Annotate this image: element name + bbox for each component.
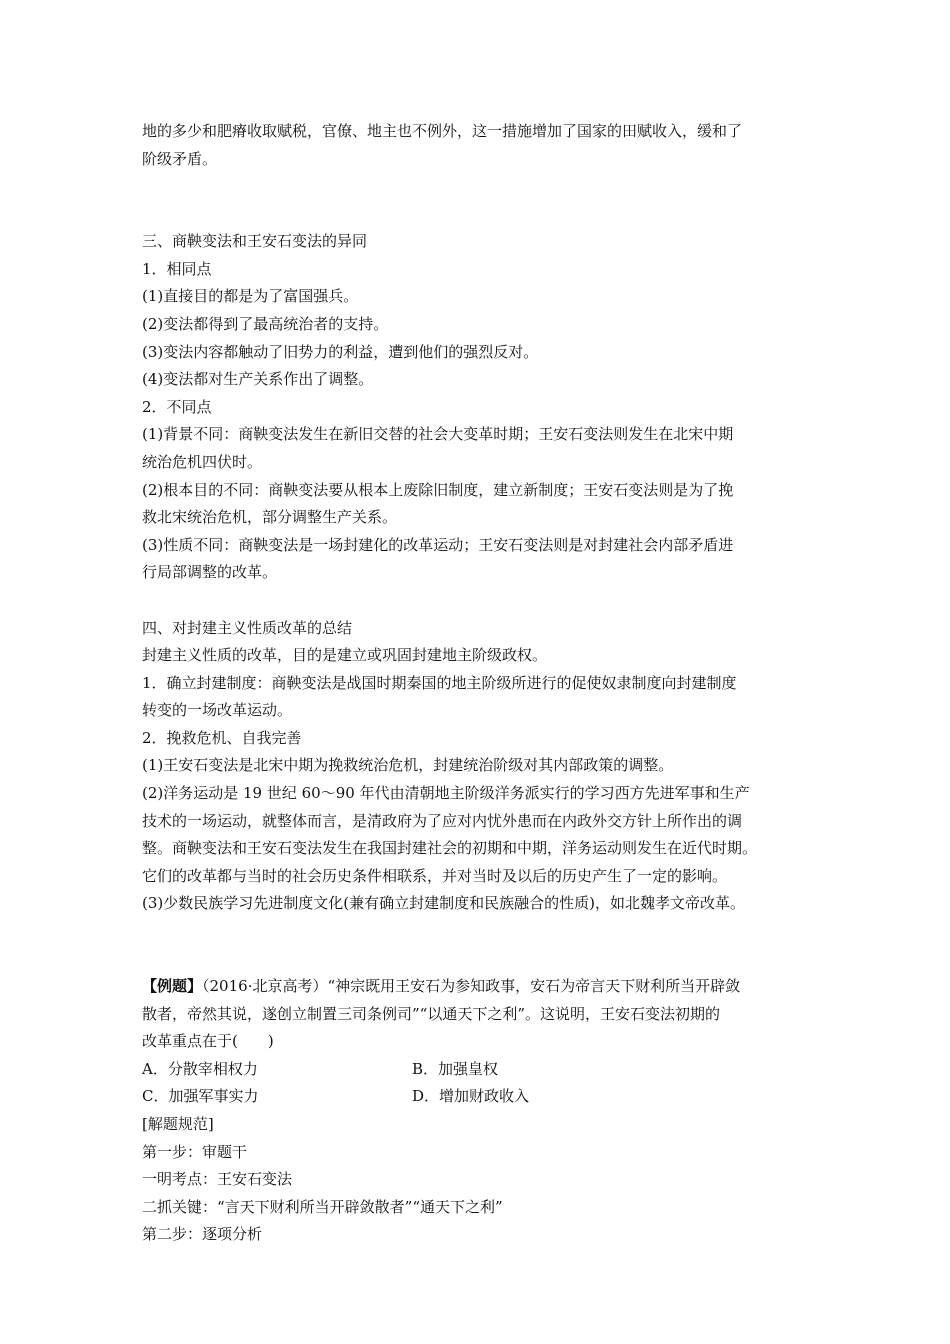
section4-line: 整。商鞅变法和王安石变法发生在我国封建社会的初期和中期，洋务运动则发生在近代时期。	[142, 839, 758, 858]
section4-line: (3)少数民族学习先进制度文化(兼有确立封建制度和民族融合的性质)，如北魏孝文帝改革。	[142, 894, 745, 913]
solution-step: 第一步：审题干	[142, 1142, 248, 1161]
section4-line: 封建主义性质的改革，目的是建立或巩固封建地主阶级政权。	[142, 646, 548, 665]
similar-title: 1．相同点	[142, 259, 212, 278]
similar-item: (1)直接目的都是为了富国强兵。	[142, 287, 359, 306]
different-line: (3)性质不同：商鞅变法是一场封建化的改革运动；王安石变法则是对封建社会内部矛盾进	[142, 535, 734, 554]
section4-line: 技术的一场运动，就整体而言，是清政府为了应对内忧外患而在内政外交方针上所作出的调	[142, 811, 743, 830]
example-line: 改革重点在于( )	[142, 1032, 274, 1051]
paragraph-gap	[142, 173, 822, 228]
intro-line: 地的多少和肥瘠收取赋税，官僚、地主也不例外，这一措施增加了国家的田赋收入，缓和了	[142, 122, 743, 140]
document-content	[142, 118, 822, 1249]
section3-title: 三、商鞅变法和王安石变法的异同	[142, 232, 368, 251]
option-d: D．增加财政收入	[412, 1087, 530, 1106]
options-row	[142, 1056, 822, 1084]
section4-line: (1)王安石变法是北宋中期为挽救统治危机，封建统治阶级对其内部政策的调整。	[142, 756, 674, 775]
intro-line: 阶级矛盾。	[142, 149, 218, 168]
section4-line: 它们的改革都与当时的社会历史条件相联系，并对当时及以后的历史产生了一定的影响。	[142, 866, 728, 885]
different-line: (1)背景不同：商鞅变法发生在新旧交替的社会大变革时期；王安石变法则发生在北宋中期	[142, 425, 734, 444]
section4-line: (2)洋务运动是 19 世纪 60～90 年代由清朝地主阶级洋务派实行的学习西方先进军事和生产	[142, 784, 750, 803]
section4-title: 四、对封建主义性质改革的总结	[142, 618, 353, 637]
example-text: （2016·北京高考）“神宗既用王安石为参知政事，安石为帝言天下财利所当开辟敛	[202, 977, 741, 996]
section4-line: 1．确立封建制度：商鞅变法是战国时期秦国的地主阶级所进行的促使奴隶制度向封建制度	[142, 673, 737, 692]
example-line	[142, 973, 822, 1001]
solution-step: 第二步：逐项分析	[142, 1225, 263, 1244]
options-row	[142, 1083, 822, 1111]
different-line: 救北宋统治危机，部分调整生产关系。	[142, 508, 398, 527]
section4-line: 转变的一场改革运动。	[142, 701, 293, 720]
example-label: 【例题】	[142, 977, 203, 996]
different-line: (2)根本目的不同：商鞅变法要从根本上废除旧制度，建立新制度；王安石变法则是为了挽	[142, 480, 734, 499]
different-line: 行局部调整的改革。	[142, 563, 278, 582]
solution-point: 二抓关键：“言天下财利所当开辟敛散者”“通天下之利”	[142, 1197, 503, 1216]
solution-title: [解题规范]	[142, 1115, 214, 1133]
option-a: A．分散宰相权力	[142, 1059, 258, 1078]
similar-item: (3)变法内容都触动了旧势力的利益，遭到他们的强烈反对。	[142, 342, 539, 361]
paragraph-gap	[142, 918, 822, 973]
solution-point: 一明考点：王安石变法	[142, 1170, 293, 1189]
option-c: C．加强军事实力	[142, 1087, 259, 1106]
similar-item: (2)变法都得到了最高统治者的支持。	[142, 314, 389, 333]
paragraph-gap	[142, 587, 822, 615]
similar-item: (4)变法都对生产关系作出了调整。	[142, 370, 374, 389]
example-line: 散者，帝然其说，遂创立制置三司条例司”“以通天下之利”。这说明，王安石变法初期的	[142, 1004, 721, 1023]
different-line: 统治危机四伏时。	[142, 452, 263, 471]
different-title: 2．不同点	[142, 397, 212, 416]
section4-line: 2．挽救危机、自我完善	[142, 728, 302, 747]
option-b: B．加强皇权	[412, 1059, 499, 1078]
